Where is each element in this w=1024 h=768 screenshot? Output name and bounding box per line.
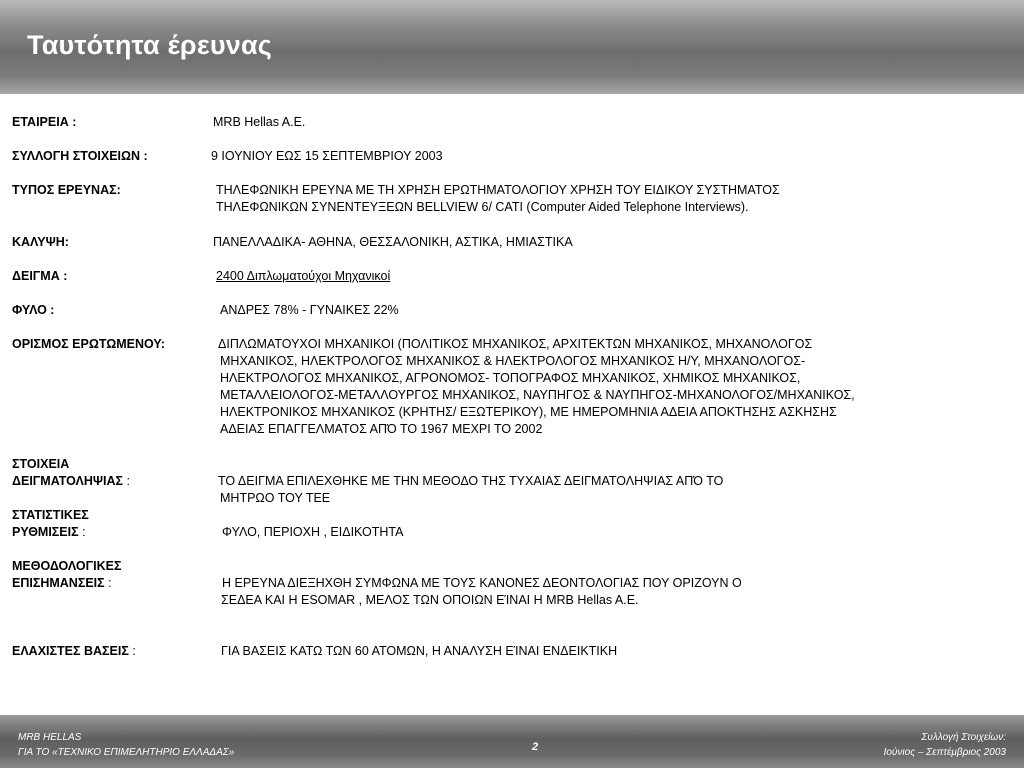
- weighting-label-line1: ΣΤΑΤΙΣΤΙΚΕΣ: [12, 508, 89, 522]
- sampling-value: [218, 473, 723, 507]
- sample-value: 2400 Διπλωματούχοι Μηχανικοί: [216, 269, 391, 283]
- weighting-value: ΦΥΛΟ, ΠΕΡΙΟΧΗ , ΕΙΔΙΚΟΤΗΤΑ: [222, 525, 404, 539]
- minbases-value: ΓΙΑ ΒΑΣΕΙΣ ΚΑΤΩ ΤΩΝ 60 ΑΤΟΜΩΝ, Η ΑΝΑΛΥΣΗ ΕΊΝΑΙ ΕΝΔΕΙΚΤΙΚΗ: [221, 644, 618, 658]
- gender-label: ΦΥΛΟ :: [12, 303, 55, 317]
- footer-left: [18, 730, 234, 760]
- methodology-line: Η ΕΡΕΥΝΑ ΔΙΕΞΗΧΘΗ ΣΥΜΦΩΝΑ ΜΕ ΤΟΥΣ ΚΑΝΟΝΕΣ ΔΕΟΝΤΟΛΟΓΙΑΣ ΠΟΥ ΟΡΙΖΟΥΝ Ο: [222, 576, 742, 590]
- collection-label: ΣΥΛΛΟΓΗ ΣΤΟΙΧΕΙΩΝ :: [12, 149, 148, 163]
- methodology-label-line1: ΜΕΘΟΔΟΛΟΓΙΚΕΣ: [12, 559, 122, 573]
- footer-collection-label: Συλλογή Στοιχείων:: [921, 732, 1006, 743]
- minbases-label-text: ΕΛΑΧΙΣΤΕΣ ΒΑΣΕΙΣ: [12, 644, 129, 658]
- definition-label: ΟΡΙΣΜΟΣ ΕΡΩΤΩΜΕΝΟΥ:: [12, 337, 165, 351]
- slide-footer: [0, 715, 1024, 768]
- weighting-label-line2: ΡΥΘΜΙΣΕΙΣ: [12, 525, 79, 539]
- sampling-label-line1: ΣΤΟΙΧΕΙΑ: [12, 457, 70, 471]
- methodology-line: ΣΕΔΕΑ ΚΑΙ Η ESOMAR , ΜΕΛΟΣ ΤΩΝ ΟΠΟΙΩΝ ΕΊΝΑΙ Η MRB Hellas A.E.: [221, 593, 639, 607]
- sampling-label-line2: ΔΕΙΓΜΑΤΟΛΗΨΙΑΣ: [12, 474, 123, 488]
- methodology-label-line2: ΕΠΙΣΗΜΑΝΣΕΙΣ: [12, 576, 105, 590]
- coverage-value: ΠΑΝΕΛΛΑΔΙΚΑ- ΑΘΗΝΑ, ΘΕΣΣΑΛΟΝΙΚΗ, ΑΣΤΙΚΑ, ΗΜΙΑΣΤΙΚΑ: [213, 235, 573, 249]
- sampling-line: ΤΟ ΔΕΙΓΜΑ ΕΠΙΛΕΧΘΗΚΕ ΜΕ ΤΗΝ ΜΕΘΟΔΟ ΤΗΣ ΤΥΧΑΙΑΣ ΔΕΙΓΜΑΤΟΛΗΨΙΑΣ ΑΠΌ ΤΟ: [218, 474, 724, 488]
- minbases-label-colon: :: [128, 644, 136, 658]
- sampling-label-colon: :: [123, 474, 130, 488]
- slide-title: Ταυτότητα έρευνας: [27, 30, 273, 60]
- weighting-label: [12, 507, 89, 541]
- sampling-line: ΜΗΤΡΩΟ ΤΟΥ ΤΕΕ: [220, 491, 331, 505]
- footer-client: ΓΙΑ ΤΟ «ΤΕΧΝΙΚΟ ΕΠΙΜΕΛΗΤΗΡΙΟ ΕΛΛΑΔΑΣ»: [18, 747, 235, 758]
- methodology-label: [12, 558, 121, 592]
- type-label: ΤΥΠΟΣ ΕΡΕΥΝΑΣ:: [12, 183, 121, 197]
- company-label: ΕΤΑΙΡΕΙΑ :: [12, 115, 77, 129]
- type-line: ΤΗΛΕΦΩΝΙΚΗ ΕΡΕΥΝΑ ΜΕ ΤΗ ΧΡΗΣΗ ΕΡΩΤΗΜΑΤΟΛΟΓΙΟΥ ΧΡΗΣΗ ΤΟΥ ΕΙΔΙΚΟΥ ΣΥΣΤΗΜΑΤΟΣ: [216, 183, 780, 197]
- gender-value: ΑΝΔΡΕΣ 78% - ΓΥΝΑΙΚΕΣ 22%: [220, 303, 399, 317]
- collection-value: 9 ΙΟΥΝΙΟΥ ΕΩΣ 15 ΣΕΠΤΕΜΒΡΙΟΥ 2003: [211, 149, 443, 163]
- footer-collection-period: Ιούνιος – Σεπτέμβριος 2003: [883, 747, 1006, 758]
- methodology-label-colon: :: [104, 576, 112, 590]
- definition-line: ΜΕΤΑΛΛΕΙΟΛΟΓΟΣ-ΜΕΤΑΛΛΟΥΡΓΟΣ ΜΗΧΑΝΙΚΟΣ, ΝΑΥΠΗΓΟΣ & ΝΑΥΠΗΓΟΣ-ΜΗΧΑΝΟΛΟΓΟΣ/ΜΗΧΑΝΙΚΟΣ,: [220, 388, 855, 402]
- footer-right: [884, 730, 1006, 760]
- minbases-label: [12, 643, 136, 660]
- type-value: [216, 182, 780, 216]
- definition-value: [218, 336, 855, 438]
- type-line: ΤΗΛΕΦΩΝΙΚΩΝ ΣΥΝΕΝΤΕΥΞΕΩΝ BELLVIEW 6/ CATI (Computer Aided Telephone Interviews).: [216, 200, 749, 214]
- sample-label: ΔΕΙΓΜΑ :: [12, 269, 68, 283]
- definition-line: ΗΛΕΚΤΡΟΝΙΚΟΣ ΜΗΧΑΝΙΚΟΣ (ΚΡΗΤΗΣ/ ΕΞΩΤΕΡΙΚΟΥ), ΜΕ ΗΜΕΡΟΜΗΝΙΑ ΑΔΕΙΑ ΑΠΟΚΤΗΣΗΣ ΑΣΚΗΣΗΣ: [220, 405, 837, 419]
- sampling-label: [12, 456, 130, 490]
- definition-line: ΜΗΧΑΝΙΚΟΣ, ΗΛΕΚΤΡΟΛΟΓΟΣ ΜΗΧΑΝΙΚΟΣ & ΗΛΕΚΤΡΟΛΟΓΟΣ ΜΗΧΑΝΙΚΟΣ Η/Υ, ΜΗΧΑΝΟΛΟΓΟΣ-: [220, 354, 806, 368]
- definition-line: ΔΙΠΛΩΜΑΤΟΥΧΟΙ ΜΗΧΑΝΙΚΟΙ (ΠΟΛΙΤΙΚΟΣ ΜΗΧΑΝΙΚΟΣ, ΑΡΧΙΤΕΚΤΩΝ ΜΗΧΑΝΙΚΟΣ, ΜΗΧΑΝΟΛΟΓΟΣ: [218, 337, 813, 351]
- definition-line: ΑΔΕΙΑΣ ΕΠΑΓΓΕΛΜΑΤΟΣ ΑΠΌ ΤΟ 1967 ΜΕΧΡΙ ΤΟ 2002: [220, 422, 543, 436]
- weighting-label-colon: :: [78, 525, 86, 539]
- coverage-label: ΚΑΛΥΨΗ:: [12, 235, 69, 249]
- methodology-value: [222, 575, 742, 609]
- company-value: MRB Hellas A.E.: [213, 115, 306, 129]
- footer-company: MRB HELLAS: [18, 732, 82, 743]
- page-number: 2: [532, 741, 539, 753]
- definition-line: ΗΛΕΚΤΡΟΛΟΓΟΣ ΜΗΧΑΝΙΚΟΣ, ΑΓΡΟΝΟΜΟΣ- ΤΟΠΟΓΡΑΦΟΣ ΜΗΧΑΝΙΚΟΣ, ΧΗΜΙΚΟΣ ΜΗΧΑΝΙΚΟΣ,: [220, 371, 801, 385]
